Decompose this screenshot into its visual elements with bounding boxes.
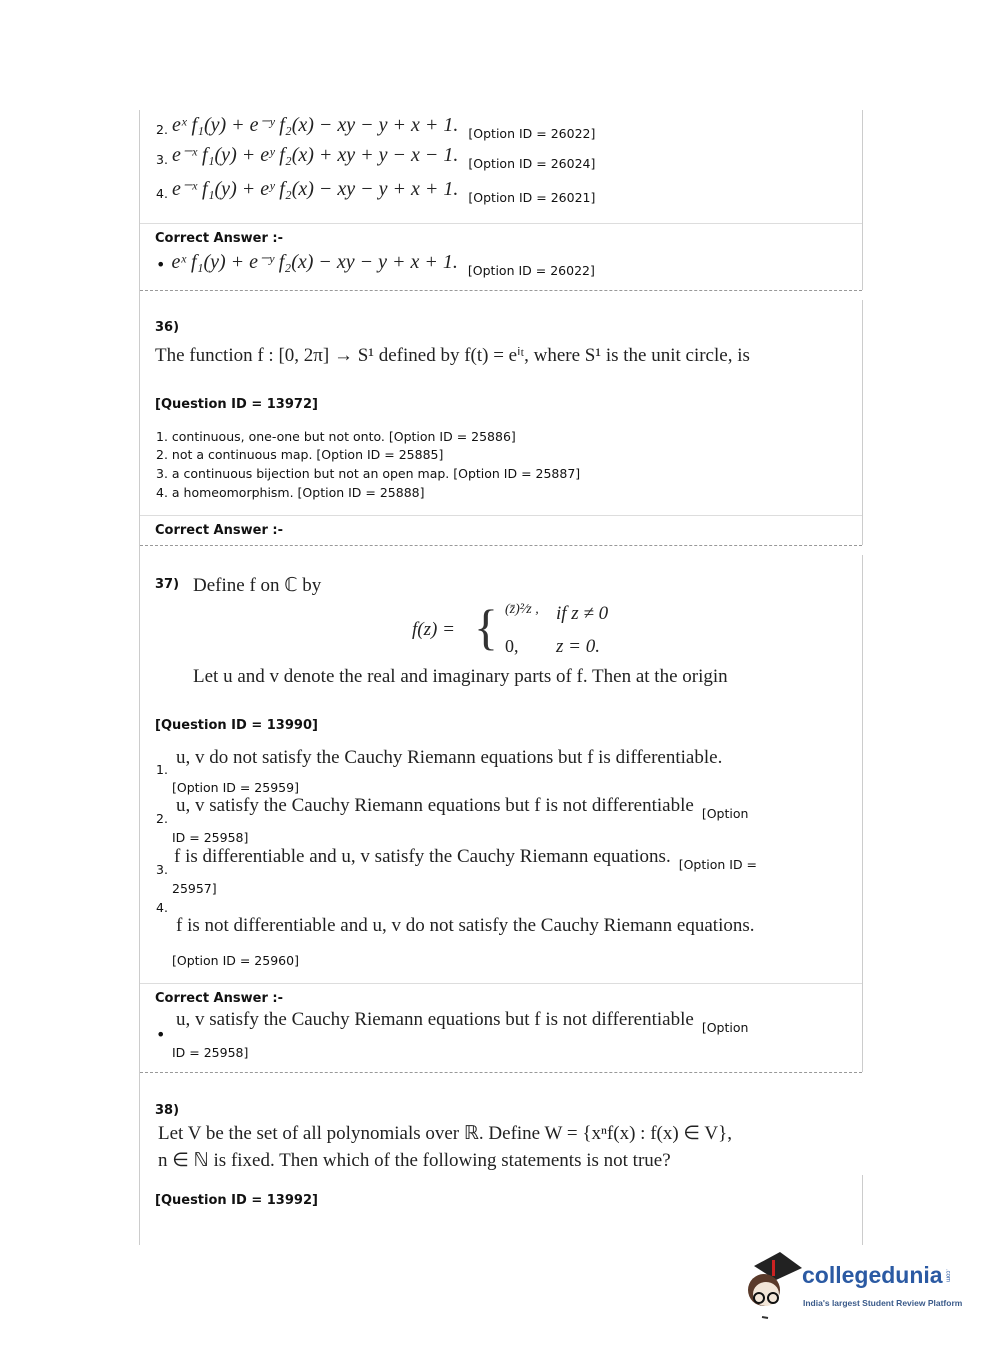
option-3-id: [Option ID = <box>678 857 758 872</box>
option-3: 3. a continuous bijection but not an open map. [Option ID = 25887] <box>156 466 581 481</box>
option-expr: e⁻ˣ f₁(y) + eʸ f₂(x) + xy + y − x − 1. <box>171 144 459 166</box>
mascot-icon <box>742 1250 804 1320</box>
right-border <box>862 1175 863 1245</box>
q35-option-3 <box>156 142 596 171</box>
question-id: [Question ID = 13992] <box>155 1193 318 1208</box>
divider <box>140 223 862 224</box>
question-number: 38) <box>155 1103 180 1118</box>
question-separator <box>140 1072 862 1073</box>
correct-answer-id: [Option <box>701 1020 749 1035</box>
question-separator <box>140 290 862 291</box>
formula-lhs: f(z) = <box>412 619 455 640</box>
option-number: 4. <box>156 900 168 915</box>
case2-condition: z = 0. <box>556 636 600 657</box>
option-id: [Option ID = 26024] <box>468 156 596 171</box>
correct-answer-id-cont: ID = 25958] <box>172 1045 249 1060</box>
question-id: [Question ID = 13990] <box>155 718 318 733</box>
correct-answer-row <box>176 1009 749 1035</box>
case2-value: 0, <box>505 636 519 656</box>
question-number: 37) <box>155 577 180 592</box>
option-2-row <box>176 795 749 821</box>
question-id: [Question ID = 13972] <box>155 397 318 412</box>
option-2-id-cont: ID = 25958] <box>172 830 249 845</box>
right-border <box>862 555 863 1072</box>
option-number: 2. <box>156 122 168 137</box>
option-number: 3. <box>156 152 168 167</box>
question-intro: Define f on ℂ by <box>193 575 322 596</box>
q35-correct-answer <box>156 249 595 278</box>
option-id: [Option ID = 26022] <box>468 126 596 141</box>
option-3-row <box>174 846 758 872</box>
option-4-id: [Option ID = 25960] <box>172 953 299 968</box>
logo-suffix: .com <box>944 1268 951 1282</box>
divider <box>140 515 862 516</box>
option-id: [Option ID = 26021] <box>468 190 596 205</box>
correct-answer-id: [Option ID = 26022] <box>467 263 595 278</box>
option-4-text: f is not differentiable and u, v do not satisfy the Cauchy Riemann equations. <box>176 915 755 936</box>
question-text: The function f : [0, 2π] → S¹ defined by f(t) = eⁱᵗ, where S¹ is the unit circle, is <box>155 345 750 366</box>
option-3-id-cont: 25957] <box>172 881 217 896</box>
option-3-text: f is differentiable and u, v satisfy the Cauchy Riemann equations. <box>174 846 671 867</box>
option-number: 1. <box>156 762 168 777</box>
option-4: 4. a homeomorphism. [Option ID = 25888] <box>156 485 425 500</box>
correct-answer-label: Correct Answer :- <box>155 523 283 538</box>
correct-answer-label: Correct Answer :- <box>155 231 283 246</box>
right-border <box>862 300 863 545</box>
case1-condition: if z ≠ 0 <box>556 603 609 624</box>
question-text: Let u and v denote the real and imaginary parts of f. Then at the origin <box>193 666 728 687</box>
logo-name: collegedunia <box>802 1262 943 1288</box>
bullet: • <box>156 255 166 274</box>
collegedunia-logo <box>742 1250 982 1325</box>
bullet: • <box>156 1025 166 1044</box>
question-text-line1: Let V be the set of all polynomials over ℝ. Define W = {xⁿf(x) : f(x) ∈ V}, <box>158 1123 732 1144</box>
option-2: 2. not a continuous map. [Option ID = 25885] <box>156 447 444 462</box>
brace: { <box>474 599 498 655</box>
q35-option-4 <box>156 176 596 205</box>
correct-answer-text: u, v satisfy the Cauchy Riemann equations but f is not differentiable <box>176 1009 694 1030</box>
correct-answer-expr: eˣ f₁(y) + e⁻ʸ f₂(x) − xy − y + x + 1. <box>171 251 458 273</box>
case1-value: (z̄)²⁄z , <box>505 602 539 617</box>
correct-answer-label: Correct Answer :- <box>155 991 283 1006</box>
question-number: 36) <box>155 320 180 335</box>
option-1-text: u, v do not satisfy the Cauchy Riemann equations but f is differentiable. <box>176 747 723 768</box>
option-number: 3. <box>156 862 168 877</box>
left-border <box>139 110 140 1245</box>
option-2-id: [Option <box>701 806 749 821</box>
option-1-id: [Option ID = 25959] <box>172 780 299 795</box>
option-expr: eˣ f₁(y) + e⁻ʸ f₂(x) − xy − y + x + 1. <box>171 114 459 136</box>
logo-tagline: India's largest Student Review Platform <box>803 1298 963 1308</box>
right-border <box>862 110 863 290</box>
question-text-line2: n ∈ ℕ is fixed. Then which of the following statements is not true? <box>158 1150 671 1171</box>
question-separator <box>140 545 862 546</box>
option-1: 1. continuous, one-one but not onto. [Option ID = 25886] <box>156 429 516 444</box>
option-number: 2. <box>156 811 168 826</box>
logo-wordmark <box>802 1262 951 1289</box>
option-2-text: u, v satisfy the Cauchy Riemann equations but f is not differentiable <box>176 795 694 816</box>
option-number: 4. <box>156 186 168 201</box>
divider <box>140 983 862 984</box>
q35-option-2 <box>156 112 596 141</box>
option-expr: e⁻ˣ f₁(y) + eʸ f₂(x) − xy − y + x + 1. <box>171 178 459 200</box>
